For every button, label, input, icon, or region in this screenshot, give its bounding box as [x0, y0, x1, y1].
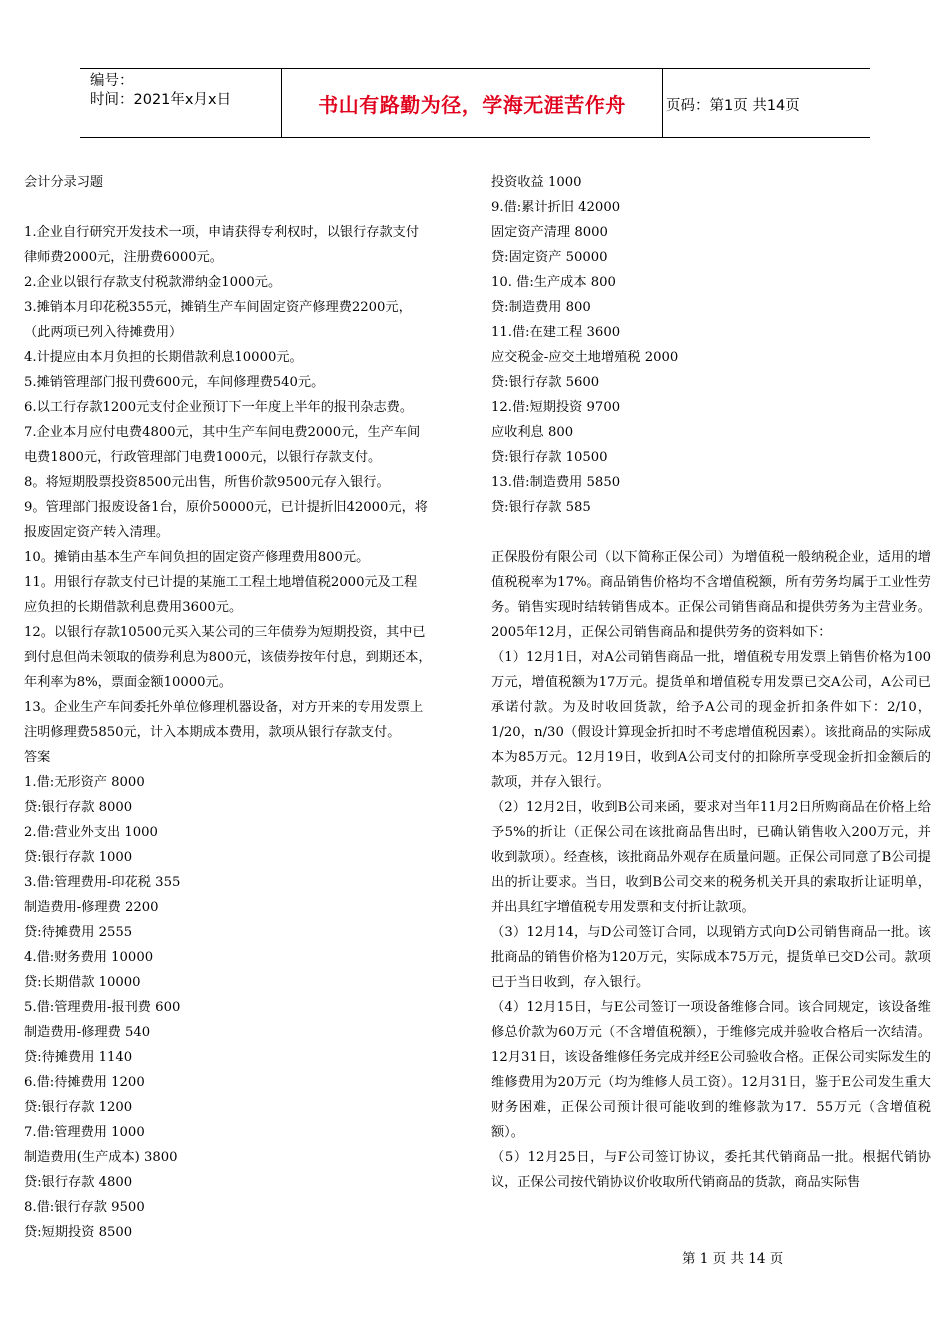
paragraph: 正保股份有限公司（以下简称正保公司）为增值税一般纳税企业，适用的增值税税率为17%。商品销售价格均不含增值税额，所有劳务均属于工业性劳务。销售实现时结转销售成本。正保公司销售商品和提供劳务为主营业务。2005年12月，正保公司销售商品和提供劳务的资料如下：	[491, 550, 931, 640]
text-line: 6.以工行存款1200元支付企业预订下一年度上半年的报刊杂志费。	[24, 400, 414, 415]
text-line: 贷:银行存款 1200	[24, 1100, 133, 1115]
text-line: 贷:待摊费用 2555	[24, 925, 133, 940]
text-line: 11。用银行存款支付已计提的某施工工程土地增值税2000元及工程	[24, 575, 418, 590]
text-line: 电费1800元，行政管理部门电费1000元，以银行存款支付。	[24, 450, 382, 465]
page-footer: 第 1 页 共 14 页	[682, 1251, 784, 1267]
text-line: 12。以银行存款10500元买入某公司的三年债券为短期投资，其中已	[24, 625, 426, 640]
paragraph: （4）12月15日，与E公司签订一项设备维修合同。该合同规定，该设备维修总价款为60万元（不含增值税额），于维修完成并验收合格后一次结清。12月31日，该设备维修任务完成并经E公司验收合格。正保公司实际发生的维修费用为20万元（均为维修人员工资）。12月31日，鉴于E公司发生重大财务困难，正保公司预计很可能收到的维修款为17．55万元（含增值税额）。	[491, 1000, 931, 1140]
text-line: 1.企业自行研究开发技术一项，申请获得专利权时，以银行存款支付	[24, 225, 420, 240]
right-column-entries	[491, 170, 931, 520]
right-column	[491, 170, 931, 1195]
text-line: 年利率为8%，票面金额10000元。	[24, 675, 232, 690]
text-line: 13。企业生产车间委托外单位修理机器设备，对方开来的专用发票上	[24, 700, 424, 715]
text-line: 9。管理部门报废设备1台，原价50000元，已计提折旧42000元，将	[24, 500, 428, 515]
blank-line	[491, 520, 931, 545]
text-line: 贷:银行存款 5600	[491, 375, 600, 390]
paragraph: （5）12月25日，与F公司签订协议，委托其代销商品一批。根据代销协议，正保公司按代销协议价收取所代销商品的货款，商品实际售	[491, 1150, 931, 1190]
header-motto: 书山有路勤为径，学海无涯苦作舟	[281, 69, 663, 137]
text-line: 注明修理费5850元，计入本期成本费用，款项从银行存款支付。	[24, 725, 401, 740]
paragraph: （3）12月14，与D公司签订合同，以现销方式向D公司销售商品一批。该批商品的销售价格为120万元，实际成本75万元，提货单已交D公司。款项已于当日收到，存入银行。	[491, 925, 931, 990]
text-line: 贷:固定资产 50000	[491, 250, 608, 265]
text-line: 13.借:制造费用 5850	[491, 475, 621, 490]
text-line: 7.企业本月应付电费4800元，其中生产车间电费2000元，生产车间	[24, 425, 421, 440]
text-line: 10。摊销由基本生产车间负担的固定资产修理费用800元。	[24, 550, 370, 565]
text-line: 报废固定资产转入清理。	[24, 525, 170, 540]
text-line: 贷:银行存款 4800	[24, 1175, 133, 1190]
text-line: 应交税金-应交土地增殖税 2000	[491, 350, 679, 365]
document-date: 时间：2021年x月x日	[90, 92, 232, 108]
header-meta	[90, 72, 231, 110]
text-line: 贷:短期投资 8500	[24, 1225, 133, 1240]
text-line: 3.摊销本月印花税355元，摊销生产车间固定资产修理费2200元，	[24, 300, 412, 315]
text-line: 1.借:无形资产 8000	[24, 775, 145, 790]
text-line: 5.摊销管理部门报刊费600元，车间修理费540元。	[24, 375, 325, 390]
text-line: 到付息但尚未领取的债券利息为800元，该债券按年付息，到期还本，	[24, 650, 432, 665]
text-line: 11.借:在建工程 3600	[491, 325, 621, 340]
text-line: 应负担的长期借款利息费用3600元。	[24, 600, 243, 615]
page-header	[80, 68, 870, 138]
paragraph: （2）12月2日，收到B公司来函，要求对当年11月2日所购商品在价格上给予5%的折让（正保公司在该批商品售出时，已确认销售收入200万元，并收到款项）。经查核，该批商品外观存在质量问题。正保公司同意了B公司提出的折让要求。当日，收到B公司交来的税务机关开具的索取折让证明单，并出具红字增值税专用发票和支付折让款项。	[491, 800, 931, 915]
text-line: 答案	[24, 750, 51, 765]
right-column-problem	[491, 545, 931, 1195]
text-line: （此两项已列入待摊费用）	[24, 325, 183, 340]
text-line: 8.借:银行存款 9500	[24, 1200, 145, 1215]
text-line: 贷:银行存款 1000	[24, 850, 133, 865]
text-line: 9.借:累计折旧 42000	[491, 200, 621, 215]
text-line: 会计分录习题	[24, 175, 104, 190]
text-line: 4.计提应由本月负担的长期借款利息10000元。	[24, 350, 303, 365]
text-line: 12.借:短期投资 9700	[491, 400, 621, 415]
text-line: 贷:银行存款 8000	[24, 800, 133, 815]
header-page-number: 页码：第1页 共14页	[666, 98, 800, 114]
text-line: 制造费用(生产成本) 3800	[24, 1150, 178, 1165]
text-line: 6.借:待摊费用 1200	[24, 1075, 145, 1090]
document-number: 编号：	[90, 73, 134, 89]
text-line: 制造费用-修理费 540	[24, 1025, 151, 1040]
text-line: 7.借:管理费用 1000	[24, 1125, 145, 1140]
text-line: 贷:待摊费用 1140	[24, 1050, 133, 1065]
text-line: 贷:银行存款 585	[491, 500, 591, 515]
paragraph: （1）12月1日，对A公司销售商品一批，增值税专用发票上销售价格为100万元，增值税额为17万元。提货单和增值税专用发票已交A公司，A公司已承诺付款。为及时收回货款，给予A公司的现金折扣条件如下：2/10，1/20，n/30（假设计算现金折扣时不考虑增值税因素）。该批商品的实际成本为85万元。12月19日，收到A公司支付的扣除所享受现金折扣金额后的款项，并存入银行。	[491, 650, 931, 790]
text-line: 4.借:财务费用 10000	[24, 950, 154, 965]
text-line: 10. 借:生产成本 800	[491, 275, 616, 290]
text-line: 8。将短期股票投资8500元出售，所售价款9500元存入银行。	[24, 475, 390, 490]
text-line: 3.借:管理费用-印花税 355	[24, 875, 181, 890]
text-line: 贷:制造费用 800	[491, 300, 591, 315]
text-line: 制造费用-修理费 2200	[24, 900, 159, 915]
text-line: 应收利息 800	[491, 425, 574, 440]
text-line: 投资收益 1000	[491, 175, 582, 190]
text-line: 贷:长期借款 10000	[24, 975, 141, 990]
text-line: 律师费2000元，注册费6000元。	[24, 250, 223, 265]
text-line: 贷:银行存款 10500	[491, 450, 608, 465]
text-line: 2.企业以银行存款支付税款滞纳金1000元。	[24, 275, 282, 290]
blank-line	[24, 195, 469, 220]
left-column	[24, 170, 469, 1245]
text-line: 5.借:管理费用-报刊费 600	[24, 1000, 181, 1015]
text-line: 固定资产清理 8000	[491, 225, 608, 240]
text-line: 2.借:营业外支出 1000	[24, 825, 158, 840]
